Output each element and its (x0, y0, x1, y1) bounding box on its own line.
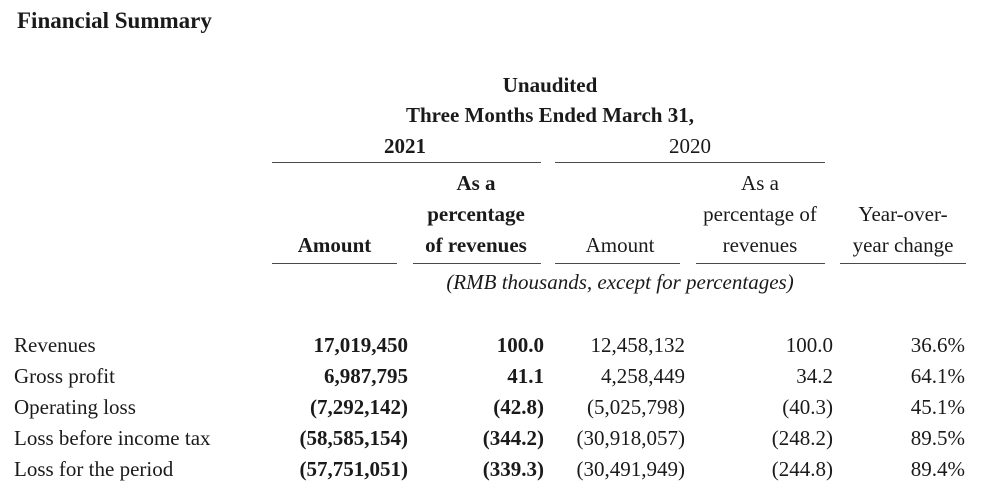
col-yoy (838, 199, 968, 261)
col-amount-2021: Amount (297, 233, 372, 257)
rule-amount-2020 (555, 263, 680, 264)
pct-2021: (339.3) (482, 457, 544, 481)
row-label: Revenues (14, 333, 96, 357)
col-pct-2021-line2: percentage (427, 202, 525, 226)
pct-2020: 34.2 (796, 364, 833, 388)
yoy-change: 89.4% (910, 457, 965, 481)
yoy-change: 36.6% (910, 333, 965, 357)
units-note: (RMB thousands, except for percentages) (446, 270, 794, 294)
pct-2021: (42.8) (493, 395, 544, 419)
pct-2021: 100.0 (496, 333, 544, 357)
rule-pct-2020 (696, 263, 825, 264)
pct-2021: 41.1 (507, 364, 544, 388)
amount-2021: 6,987,795 (324, 364, 408, 388)
col-pct-2021-line1: As a (456, 171, 496, 195)
amount-2020: (30,918,057) (576, 426, 685, 450)
col-pct-2021-line3: of revenues (425, 233, 527, 257)
unaudited-heading: Unaudited (502, 73, 598, 97)
yoy-change: 45.1% (910, 395, 965, 419)
period-heading: Three Months Ended March 31, (406, 103, 694, 127)
amount-2020: 4,258,449 (601, 364, 685, 388)
amount-2020: 12,458,132 (590, 333, 685, 357)
row-label: Loss before income tax (14, 426, 211, 450)
pct-2020: (244.8) (771, 457, 833, 481)
rule-2021 (272, 162, 541, 163)
pct-2021: (344.2) (482, 426, 544, 450)
amount-2021: (7,292,142) (310, 395, 408, 419)
yoy-change: 89.5% (910, 426, 965, 450)
col-pct-2020 (690, 168, 830, 261)
rule-amount-2021 (272, 263, 397, 264)
rule-yoy (840, 263, 966, 264)
col-pct-2020-line3: revenues (722, 233, 798, 257)
row-label: Loss for the period (14, 457, 174, 481)
rule-2020 (555, 162, 825, 163)
col-pct-2020-line1: As a (741, 171, 779, 195)
amount-2020: (5,025,798) (587, 395, 685, 419)
col-yoy-line2: year change (852, 233, 954, 257)
year-2020-heading: 2020 (669, 134, 711, 158)
row-label: Operating loss (14, 395, 136, 419)
col-pct-2021 (408, 168, 544, 261)
amount-2021: 17,019,450 (313, 333, 408, 357)
yoy-change: 64.1% (910, 364, 965, 388)
col-amount-2020: Amount (585, 233, 655, 257)
amount-2020: (30,491,949) (576, 457, 685, 481)
col-pct-2020-line2: percentage of (703, 202, 817, 226)
row-label: Gross profit (14, 364, 115, 388)
pct-2020: (248.2) (771, 426, 833, 450)
amount-2021: (57,751,051) (299, 457, 408, 481)
year-2021-heading: 2021 (384, 134, 426, 158)
rule-pct-2021 (413, 263, 541, 264)
pct-2020: 100.0 (785, 333, 833, 357)
amount-2021: (58,585,154) (299, 426, 408, 450)
page-title: Financial Summary (17, 8, 212, 33)
pct-2020: (40.3) (782, 395, 833, 419)
col-yoy-line1: Year-over- (858, 202, 948, 226)
